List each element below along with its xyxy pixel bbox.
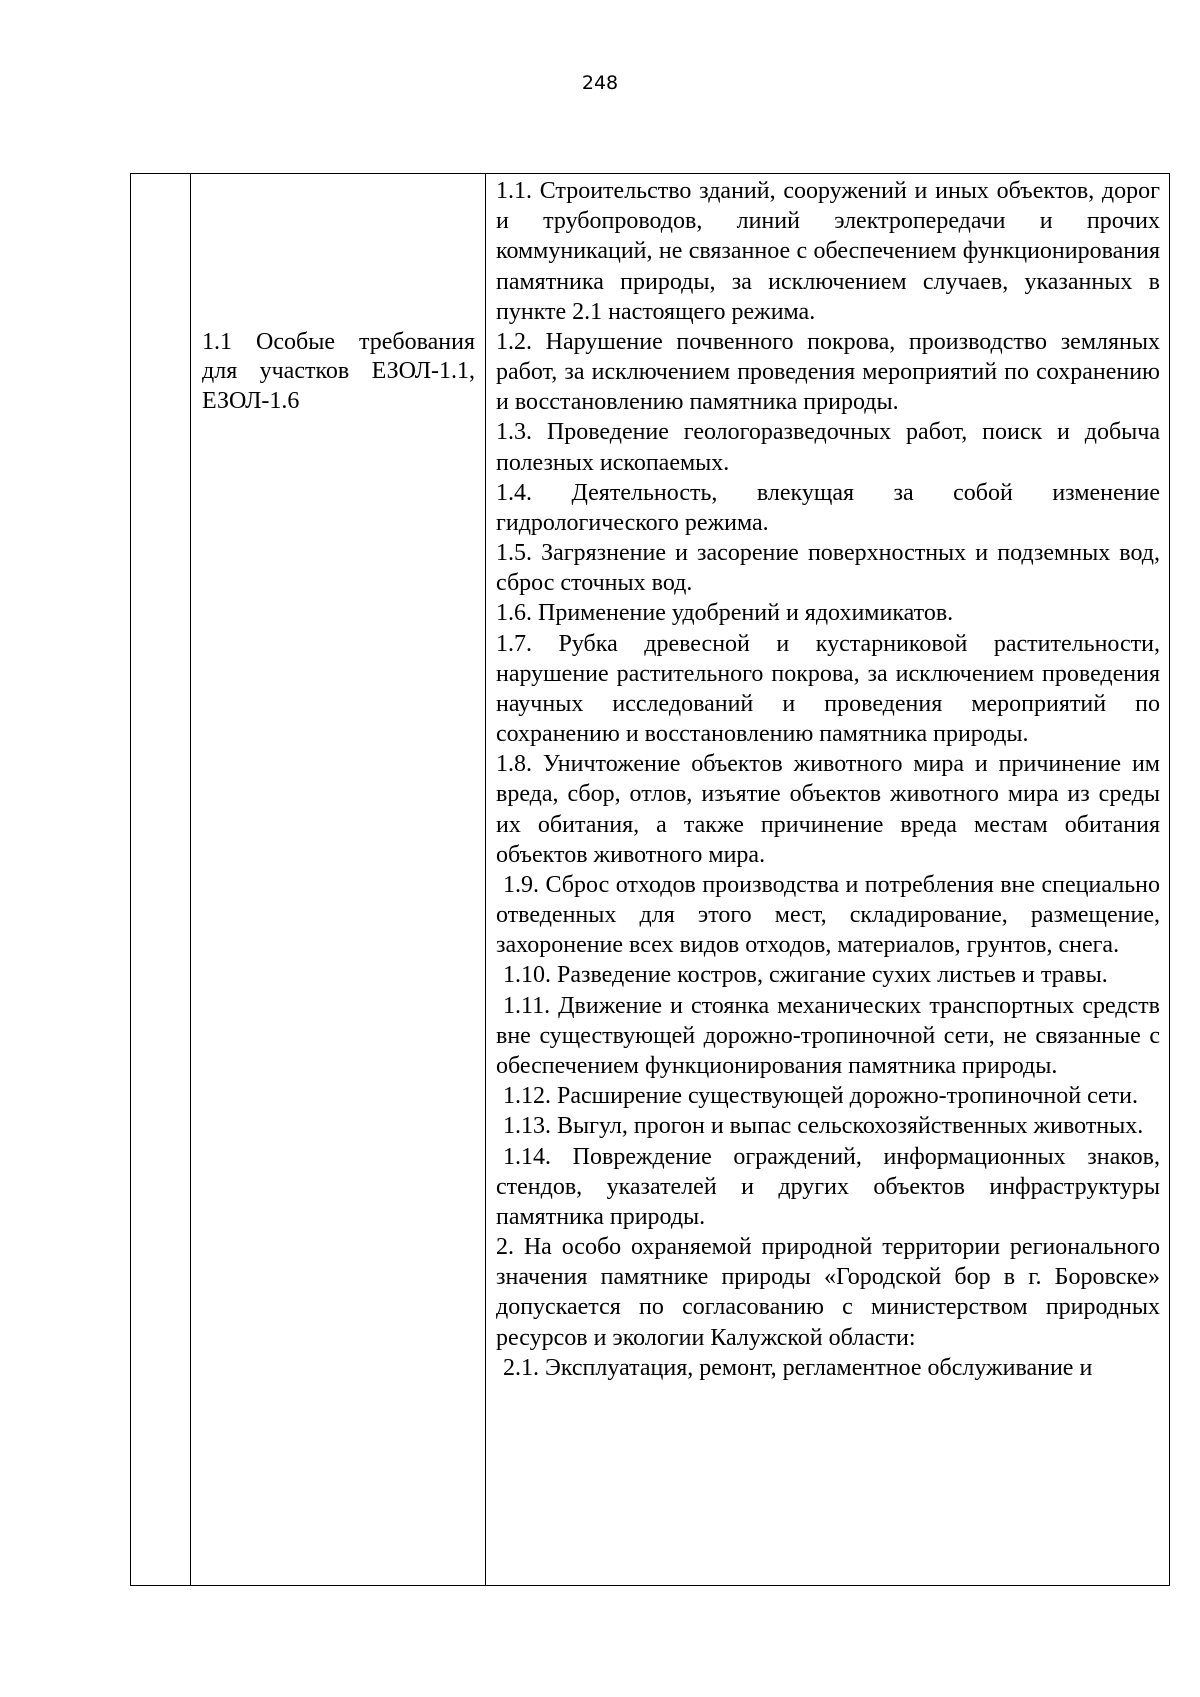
regulation-paragraph: 1.3. Проведение геологоразведочных работ, поиск и добыча полезных ископаемых. [496,419,1160,476]
regulation-paragraph: 2. На особо охраняемой природной территории регионального значения памятнике природы «Городской бор в г. Боровске» допускается по согласованию с министерством природных ресурсов и экологии Калужской области: [496,1234,1160,1351]
table-row [131,174,1170,1586]
regulation-paragraph: 1.11. Движение и стоянка механических транспортных средств вне существующей дорожно-тропиночной сети, не связанные с обеспечением функционирования памятника природы. [496,992,1160,1079]
regulation-paragraph: 1.12. Расширение существующей дорожно-тропиночной сети. [503,1083,1139,1110]
regulation-paragraph: 1.6. Применение удобрений и ядохимикатов. [496,600,954,627]
regulation-paragraph: 1.14. Повреждение ограждений, информационных знаков, стендов, указателей и других объектов инфраструктуры памятника природы. [496,1143,1160,1230]
regulation-paragraph: 1.7. Рубка древесной и кустарниковой растительности, нарушение растительного покрова, за исключением проведения научных исследований и проведения мероприятий по сохранению и восстановлению памятника природы. [496,630,1160,748]
regulation-paragraph: 1.13. Выгул, прогон и выпас сельскохозяйственных животных. [503,1113,1144,1140]
page-number: 248 [581,72,619,94]
regulations-table [130,173,1170,1586]
regulation-paragraph: 2.1. Эксплуатация, ремонт, регламентное обслуживание и [503,1354,1093,1381]
regulation-paragraph: 1.2. Нарушение почвенного покрова, производство земляных работ, за исключением проведения мероприятий по сохранению и восстановлению памятника природы. [496,328,1160,416]
regulation-paragraph: 1.9. Сброс отходов производства и потребления вне специально отведенных для этого мест, складирование, размещение, захоронение всех видов отходов, материалов, грунтов, снега. [496,871,1160,959]
regulation-paragraph: 1.4. Деятельность, влекущая за собой изменение гидрологического режима. [496,479,1160,536]
requirements-title-cell [191,174,486,1586]
regulation-paragraph: 1.1. Строительство зданий, сооружений и иных объектов, дорог и трубопроводов, линий электропередачи и прочих коммуникаций, не связанное с обеспечением функционирования памятника природы, за исключением случаев, указанных в пункте 2.1 настоящего режима. [496,178,1160,325]
regulation-paragraph: 1.5. Загрязнение и засорение поверхностных и подземных вод, сброс сточных вод. [496,540,1160,597]
requirements-title: 1.1 Особые требования для участков ЕЗОЛ-1.1, ЕЗОЛ-1.6 [202,329,475,414]
requirements-content-cell [486,174,1170,1586]
requirements-content [486,174,1169,1581]
regulation-paragraph: 1.8. Уничтожение объектов животного мира и причинение им вреда, сбор, отлов, изъятие объектов животного мира из среды их обитания, а также причинение вреда местам обитания объектов животного мира. [496,751,1160,868]
regulation-paragraph: 1.10. Разведение костров, сжигание сухих листьев и травы. [503,962,1108,989]
empty-number-cell [131,174,191,1586]
